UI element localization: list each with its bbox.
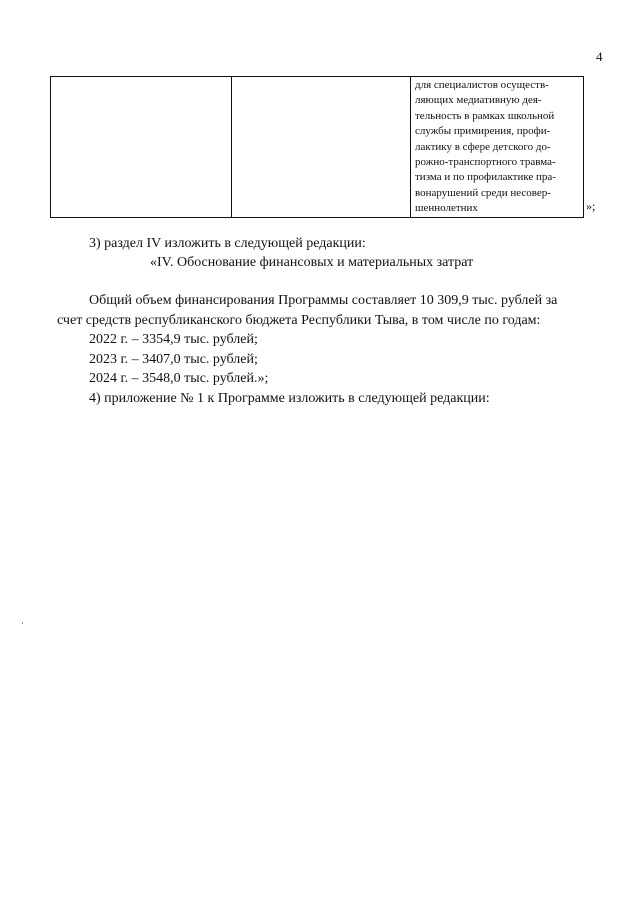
financing-year-2023: 2023 г. – 3407,0 тыс. рублей;: [89, 352, 258, 367]
cell-text-line: тельность в рамках школьной: [415, 109, 555, 122]
cell-text-line: шеннолетних: [415, 202, 478, 215]
table-cell-3-text: [411, 77, 583, 217]
item-3-text: 3) раздел IV изложить в следующей редакции:: [89, 236, 366, 251]
cell-text-line: тизма и по профилактике пра-: [415, 171, 556, 184]
section-heading: «IV. Обоснование финансовых и материальных затрат: [150, 255, 474, 270]
scan-speck: [22, 622, 23, 624]
financing-year-2022: 2022 г. – 3354,9 тыс. рублей;: [89, 332, 258, 347]
cell-text-line: лактику в сфере детского до-: [415, 140, 551, 153]
page-number: 4: [596, 49, 603, 64]
cell-text-line: вонарушений среди несовер-: [415, 186, 551, 199]
cell-text-line: службы примирения, профи-: [415, 125, 551, 138]
table-closing-quote: »;: [586, 199, 596, 213]
financing-year-2024: 2024 г. – 3548,0 тыс. рублей.»;: [89, 371, 269, 386]
financing-paragraph-line-2: счет средств республиканского бюджета Республики Тыва, в том числе по годам:: [57, 313, 541, 328]
cell-text-line: рожно-транспортного травма-: [415, 156, 556, 169]
table-row: [51, 77, 584, 218]
table-cell-1: [51, 77, 232, 218]
cell-text-line: ляющих медиативную дея-: [415, 94, 542, 107]
cell-text-line: для специалистов осуществ-: [415, 79, 549, 91]
table-cell-2: [232, 77, 411, 218]
table-cell-3: [411, 77, 584, 218]
financing-paragraph-line-1: Общий объем финансирования Программы составляет 10 309,9 тыс. рублей за: [89, 293, 558, 308]
continued-program-table: [50, 76, 584, 218]
item-4-text: 4) приложение № 1 к Программе изложить в следующей редакции:: [89, 391, 490, 406]
